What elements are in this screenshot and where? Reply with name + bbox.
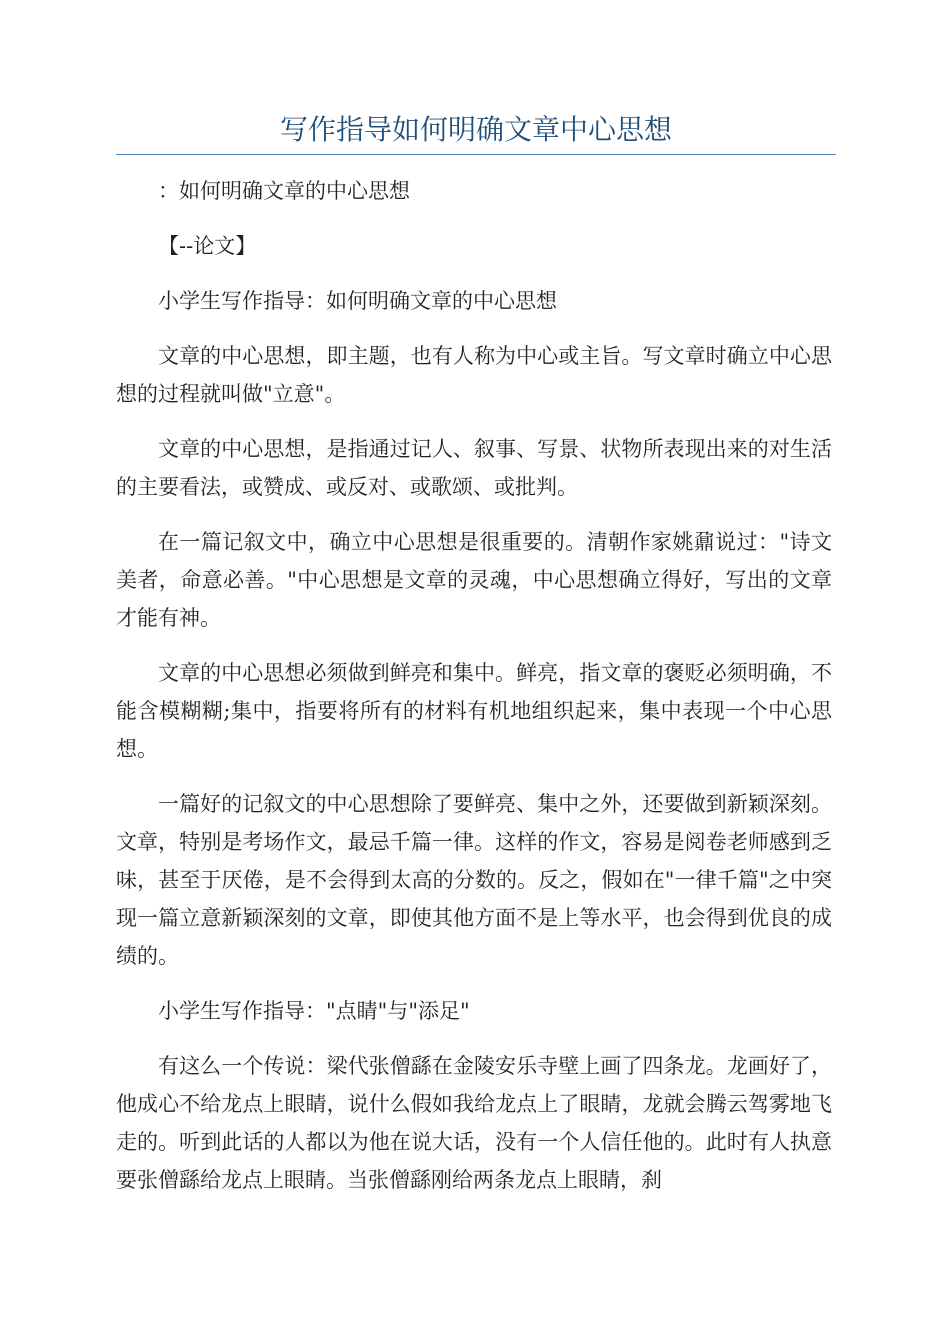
paragraph: 文章的中心思想，是指通过记人、叙事、写景、状物所表现出来的对生活的主要看法，或赞成、或反对、或歌颂、或批判。 — [116, 437, 832, 499]
title-block — [116, 110, 836, 155]
paragraph: 一篇好的记叙文的中心思想除了要鲜亮、集中之外，还要做到新颖深刻。文章，特别是考场作文，最忌千篇一律。这样的作文，容易是阅卷老师感到乏味，甚至于厌倦，是不会得到太高的分数的。反之，假如在"一律千篇"之中突现一篇立意新颖深刻的文章，即使其他方面不是上等水平，也会得到优良的成绩的。 — [116, 792, 832, 968]
paragraph: 有这么一个传说：梁代张僧繇在金陵安乐寺壁上画了四条龙。龙画好了，他成心不给龙点上眼睛，说什么假如我给龙点上了眼睛，龙就会腾云驾雾地飞走的。听到此话的人都以为他在说大话，没有一个人信任他的。此时有人执意要张僧繇给龙点上眼睛。当张僧繇刚给两条龙点上眼睛，刹 — [116, 1054, 832, 1192]
paragraph: 文章的中心思想，即主题，也有人称为中心或主旨。写文章时确立中心思想的过程就叫做"立意"。 — [116, 344, 832, 406]
document-title: 写作指导如何明确文章中心思想 — [279, 113, 672, 146]
paragraph: ：如何明确文章的中心思想 — [158, 179, 410, 203]
document-body — [116, 172, 832, 1216]
paragraph: 小学生写作指导：如何明确文章的中心思想 — [158, 289, 557, 313]
paragraph: 小学生写作指导："点睛"与"添足" — [158, 999, 470, 1023]
paragraph: 在一篇记叙文中，确立中心思想是很重要的。清朝作家姚鼐说过："诗文美者，命意必善。"中心思想是文章的灵魂，中心思想确立得好，写出的文章才能有神。 — [116, 530, 832, 630]
paragraph: 【--论文】 — [158, 234, 257, 258]
paragraph: 文章的中心思想必须做到鲜亮和集中。鲜亮，指文章的褒贬必须明确，不能含模糊糊;集中，指要将所有的材料有机地组织起来，集中表现一个中心思想。 — [116, 661, 832, 761]
